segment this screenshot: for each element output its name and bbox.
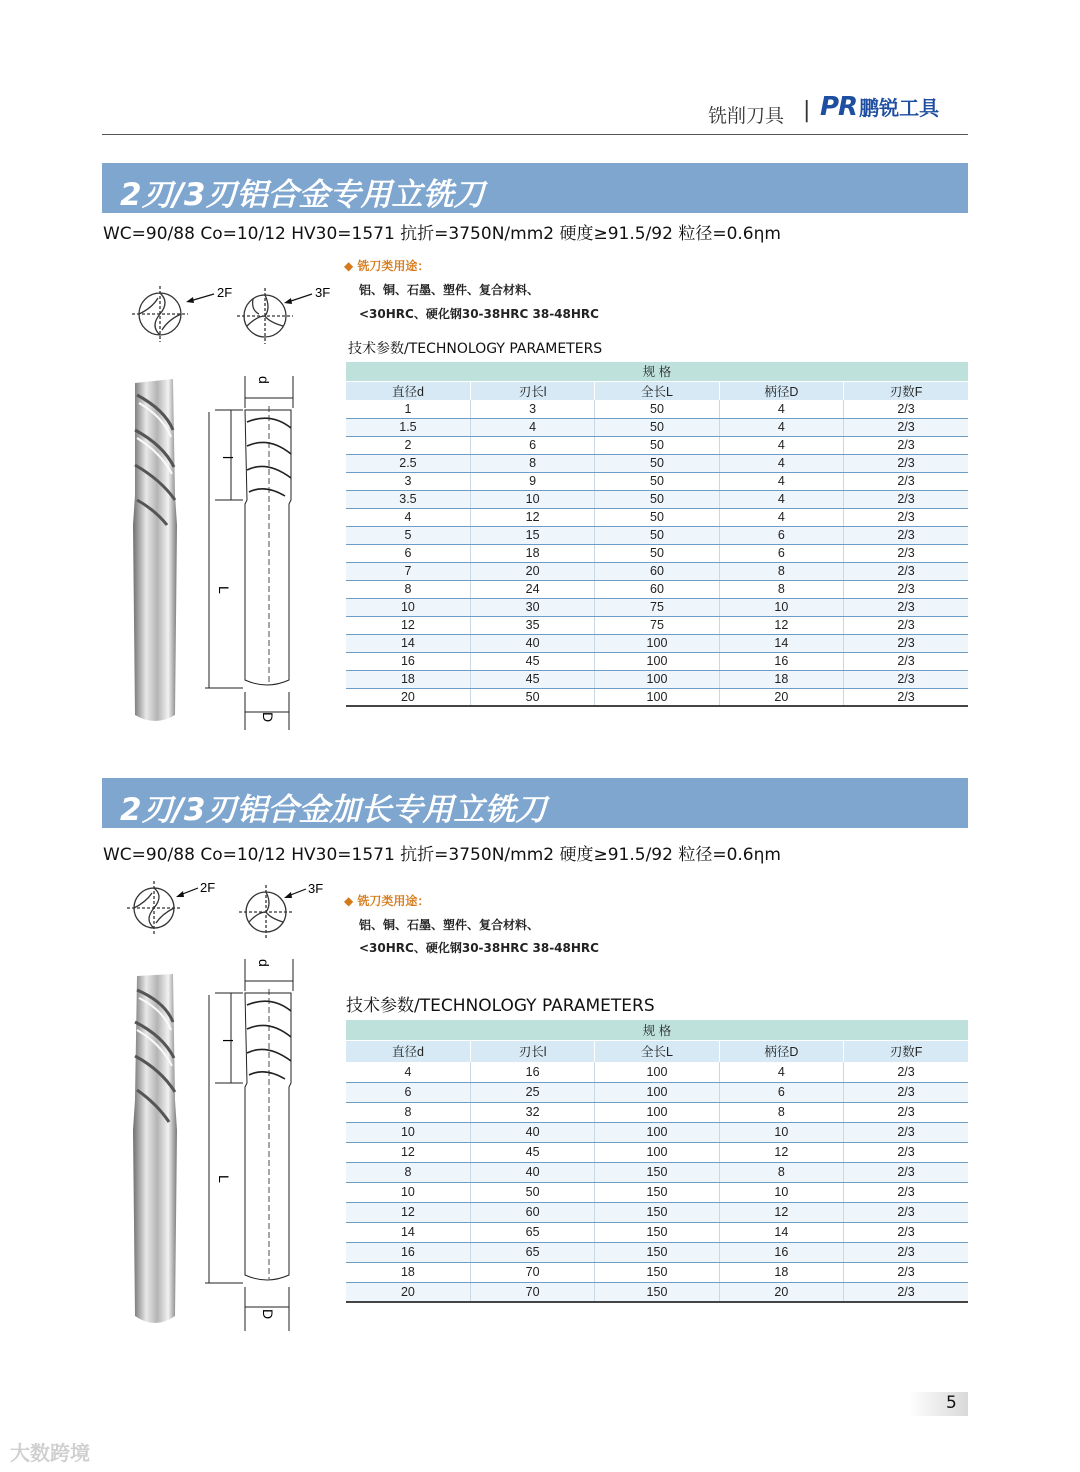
page-number-bar <box>908 1392 968 1416</box>
table-cell: 1.5 <box>346 418 470 436</box>
table-row <box>346 508 968 526</box>
table-cell: 100 <box>595 1082 719 1102</box>
spec-table <box>346 362 968 707</box>
table-cell: 6 <box>719 526 843 544</box>
table-cell: 16 <box>719 1242 843 1262</box>
table-cell: 150 <box>595 1242 719 1262</box>
tech-params-heading: 技术参数/TECHNOLOGY PARAMETERS <box>348 341 603 357</box>
table-cell: 4 <box>470 418 594 436</box>
table-cell: 60 <box>595 562 719 580</box>
table-cell: 2/3 <box>844 1242 968 1262</box>
table-cell: 2/3 <box>844 670 968 688</box>
table-row <box>346 1282 968 1302</box>
table-cell: 50 <box>595 508 719 526</box>
header-separator: | <box>803 98 811 123</box>
dimension-drawing <box>205 955 305 1335</box>
table-cell: 2/3 <box>844 1202 968 1222</box>
table-cell: 10 <box>719 1122 843 1142</box>
material-spec: WC=90/88 Co=10/12 HV30=1571 抗折=3750N/mm2 硬度≥91.5/92 粒径=0.6ηm <box>103 845 781 865</box>
table-cell: 2.5 <box>346 454 470 472</box>
end-mill-photo <box>125 970 185 1332</box>
table-cell: 4 <box>719 418 843 436</box>
table-cell: 12 <box>719 1202 843 1222</box>
table-cell: 2/3 <box>844 418 968 436</box>
table-cell: 2/3 <box>844 400 968 418</box>
table-cell: 4 <box>719 436 843 454</box>
table-cell: 30 <box>470 598 594 616</box>
table-cell: 25 <box>470 1082 594 1102</box>
header-category: 铣削刀具 <box>708 105 785 127</box>
table-cell: 12 <box>719 616 843 634</box>
table-row <box>346 454 968 472</box>
table-cell: 3 <box>346 472 470 490</box>
table-cell: 2/3 <box>844 688 968 706</box>
watermark: 大数跨境 <box>10 1441 90 1465</box>
table-cell: 7 <box>346 562 470 580</box>
table-cell: 65 <box>470 1222 594 1242</box>
header-divider <box>102 134 968 135</box>
table-row <box>346 1122 968 1142</box>
table-cell: 12 <box>719 1142 843 1162</box>
table-cell: 70 <box>470 1262 594 1282</box>
table-cell: 2/3 <box>844 454 968 472</box>
table-row <box>346 1222 968 1242</box>
table-cell: 2/3 <box>844 598 968 616</box>
table-cell: 4 <box>346 1062 470 1082</box>
table-cell: 14 <box>719 1222 843 1242</box>
label-3f: 3F <box>315 285 331 300</box>
usage-line: <30HRC、硬化钢30-38HRC 38-48HRC <box>359 941 599 955</box>
table-cell: 2/3 <box>844 634 968 652</box>
table-cell: 100 <box>595 688 719 706</box>
table-row <box>346 1262 968 1282</box>
table-cell: 6 <box>346 544 470 562</box>
table-row <box>346 688 968 706</box>
dim-label-L: L <box>216 586 232 594</box>
col-header: 柄径D <box>719 381 843 400</box>
table-cell: 14 <box>346 634 470 652</box>
table-row <box>346 652 968 670</box>
table-cell: 15 <box>470 526 594 544</box>
table-cell: 50 <box>470 1182 594 1202</box>
table-cell: 2/3 <box>844 526 968 544</box>
table-cell: 12 <box>346 1142 470 1162</box>
table-cell: 50 <box>595 526 719 544</box>
table-cell: 2/3 <box>844 1162 968 1182</box>
flute-cross-section-diagram <box>126 876 341 942</box>
table-cell: 20 <box>346 1282 470 1302</box>
table-row <box>346 526 968 544</box>
table-row <box>346 598 968 616</box>
table-cell: 2/3 <box>844 1282 968 1302</box>
table-row <box>346 1102 968 1122</box>
table-cell: 150 <box>595 1282 719 1302</box>
table-cell: 20 <box>346 688 470 706</box>
table-cell: 8 <box>719 1162 843 1182</box>
table-cell: 2/3 <box>844 1142 968 1162</box>
table-row <box>346 580 968 598</box>
table-cell: 18 <box>470 544 594 562</box>
table-cell: 50 <box>595 436 719 454</box>
three-flute-cross-section-icon <box>237 288 293 344</box>
table-cell: 10 <box>346 598 470 616</box>
table-cell: 8 <box>719 580 843 598</box>
col-header: 直径d <box>346 381 470 400</box>
table-cell: 4 <box>719 508 843 526</box>
table-row <box>346 400 968 418</box>
table-cell: 2 <box>346 436 470 454</box>
table-cell: 50 <box>595 472 719 490</box>
table-cell: 6 <box>346 1082 470 1102</box>
table-row <box>346 1202 968 1222</box>
table-cell: 12 <box>470 508 594 526</box>
table-cell: 8 <box>719 1102 843 1122</box>
col-header: 直径d <box>346 1040 470 1062</box>
table-cell: 3 <box>470 400 594 418</box>
table-cell: 150 <box>595 1162 719 1182</box>
dim-label-D: D <box>260 1309 276 1320</box>
table-cell: 100 <box>595 670 719 688</box>
table-cell: 3.5 <box>346 490 470 508</box>
section-title-bar <box>102 778 968 828</box>
table-cell: 20 <box>719 688 843 706</box>
table-cell: 18 <box>346 1262 470 1282</box>
table-cell: 6 <box>719 544 843 562</box>
table-cell: 32 <box>470 1102 594 1122</box>
table-band-label: 规 格 <box>346 362 968 381</box>
table-cell: 40 <box>470 1122 594 1142</box>
table-cell: 100 <box>595 1142 719 1162</box>
table-cell: 50 <box>595 400 719 418</box>
table-cell: 70 <box>470 1282 594 1302</box>
table-cell: 9 <box>470 472 594 490</box>
table-cell: 2/3 <box>844 1262 968 1282</box>
table-row <box>346 490 968 508</box>
table-cell: 75 <box>595 616 719 634</box>
table-cell: 2/3 <box>844 1222 968 1242</box>
table-cell: 10 <box>470 490 594 508</box>
table-cell: 2/3 <box>844 1122 968 1142</box>
two-flute-cross-section-icon <box>132 286 188 342</box>
table-cell: 50 <box>595 544 719 562</box>
table-cell: 45 <box>470 1142 594 1162</box>
col-header: 刃数F <box>844 1040 968 1062</box>
table-cell: 6 <box>470 436 594 454</box>
table-cell: 14 <box>719 634 843 652</box>
table-cell: 2/3 <box>844 1102 968 1122</box>
table-row <box>346 1142 968 1162</box>
table-cell: 2/3 <box>844 1082 968 1102</box>
table-cell: 24 <box>470 580 594 598</box>
table-cell: 100 <box>595 1062 719 1082</box>
table-cell: 150 <box>595 1202 719 1222</box>
label-2f: 2F <box>217 285 233 300</box>
table-cell: 18 <box>719 1262 843 1282</box>
table-cell: 150 <box>595 1182 719 1202</box>
table-cell: 16 <box>719 652 843 670</box>
col-header: 全长L <box>595 381 719 400</box>
table-cell: 8 <box>719 562 843 580</box>
table-cell: 100 <box>595 1122 719 1142</box>
table-cell: 2/3 <box>844 562 968 580</box>
section-title: 2刃/3刃铝合金专用立铣刀 <box>120 177 485 213</box>
table-cell: 10 <box>346 1182 470 1202</box>
table-cell: 50 <box>470 688 594 706</box>
usage-line: <30HRC、硬化钢30-38HRC 38-48HRC <box>359 307 599 321</box>
table-cell: 18 <box>719 670 843 688</box>
section-title: 2刃/3刃铝合金加长专用立铣刀 <box>120 792 547 828</box>
table-cell: 2/3 <box>844 580 968 598</box>
table-row <box>346 472 968 490</box>
table-cell: 8 <box>346 1102 470 1122</box>
dim-label-l: l <box>220 1039 236 1043</box>
table-row <box>346 1162 968 1182</box>
table-band-label: 规 格 <box>346 1020 968 1040</box>
table-row <box>346 634 968 652</box>
end-mill-photo <box>125 375 185 730</box>
table-cell: 2/3 <box>844 616 968 634</box>
table-cell: 45 <box>470 652 594 670</box>
table-cell: 14 <box>346 1222 470 1242</box>
table-cell: 20 <box>470 562 594 580</box>
table-row <box>346 418 968 436</box>
label-3f: 3F <box>308 881 324 896</box>
col-header: 柄径D <box>719 1040 843 1062</box>
table-cell: 4 <box>719 472 843 490</box>
table-cell: 4 <box>719 490 843 508</box>
table-cell: 150 <box>595 1262 719 1282</box>
table-row <box>346 562 968 580</box>
col-header: 全长L <box>595 1040 719 1062</box>
table-cell: 8 <box>470 454 594 472</box>
table-cell: 75 <box>595 598 719 616</box>
table-cell: 65 <box>470 1242 594 1262</box>
table-cell: 1 <box>346 400 470 418</box>
dim-label-d: d <box>256 376 272 384</box>
table-cell: 18 <box>346 670 470 688</box>
table-cell: 4 <box>719 454 843 472</box>
usage-heading: ◆ 铣刀类用途： <box>344 259 430 273</box>
table-row <box>346 1242 968 1262</box>
table-cell: 12 <box>346 616 470 634</box>
table-cell: 4 <box>719 400 843 418</box>
table-cell: 2/3 <box>844 544 968 562</box>
dim-label-L: L <box>216 1175 232 1183</box>
table-row <box>346 544 968 562</box>
table-row <box>346 1082 968 1102</box>
brand-name: 鹏锐工具 <box>859 96 940 120</box>
dim-label-l: l <box>220 456 236 460</box>
table-cell: 2/3 <box>844 490 968 508</box>
table-cell: 60 <box>470 1202 594 1222</box>
table-cell: 20 <box>719 1282 843 1302</box>
logo-mark: PR <box>820 92 858 122</box>
table-cell: 50 <box>595 418 719 436</box>
dimension-drawing <box>205 372 305 732</box>
table-cell: 8 <box>346 1162 470 1182</box>
tech-params-heading: 技术参数/TECHNOLOGY PARAMETERS <box>346 996 655 1016</box>
table-cell: 2/3 <box>844 472 968 490</box>
table-cell: 5 <box>346 526 470 544</box>
col-header: 刃数F <box>844 381 968 400</box>
table-cell: 100 <box>595 1102 719 1122</box>
table-row <box>346 616 968 634</box>
table-cell: 10 <box>719 598 843 616</box>
table-cell: 16 <box>346 652 470 670</box>
table-cell: 2/3 <box>844 652 968 670</box>
table-cell: 2/3 <box>844 1182 968 1202</box>
dim-label-d: d <box>256 959 272 967</box>
table-cell: 60 <box>595 580 719 598</box>
table-cell: 45 <box>470 670 594 688</box>
table-cell: 6 <box>719 1082 843 1102</box>
section-title-bar <box>102 163 968 213</box>
table-row <box>346 1062 968 1082</box>
col-header: 刃长l <box>470 1040 594 1062</box>
three-flute-cross-section-icon <box>239 885 293 939</box>
table-cell: 4 <box>346 508 470 526</box>
table-cell: 100 <box>595 652 719 670</box>
table-cell: 16 <box>346 1242 470 1262</box>
dim-label-D: D <box>260 712 276 723</box>
table-cell: 2/3 <box>844 1062 968 1082</box>
table-cell: 35 <box>470 616 594 634</box>
table-cell: 40 <box>470 634 594 652</box>
table-cell: 40 <box>470 1162 594 1182</box>
material-spec: WC=90/88 Co=10/12 HV30=1571 抗折=3750N/mm2 硬度≥91.5/92 粒径=0.6ηm <box>103 224 781 244</box>
brand-logo <box>820 92 939 122</box>
table-cell: 16 <box>470 1062 594 1082</box>
usage-line: 铝、铜、石墨、塑件、复合材料、 <box>359 918 540 932</box>
table-cell: 12 <box>346 1202 470 1222</box>
flute-cross-section-diagram <box>128 280 343 350</box>
spec-table <box>346 1020 968 1303</box>
table-cell: 10 <box>346 1122 470 1142</box>
table-row <box>346 436 968 454</box>
table-cell: 50 <box>595 454 719 472</box>
table-cell: 150 <box>595 1222 719 1242</box>
table-cell: 50 <box>595 490 719 508</box>
table-row <box>346 670 968 688</box>
table-cell: 4 <box>719 1062 843 1082</box>
page-number: 5 <box>946 1393 957 1413</box>
two-flute-cross-section-icon <box>127 881 181 935</box>
table-row <box>346 1182 968 1202</box>
usage-heading: ◆ 铣刀类用途： <box>344 894 430 908</box>
table-cell: 10 <box>719 1182 843 1202</box>
table-cell: 8 <box>346 580 470 598</box>
table-cell: 2/3 <box>844 436 968 454</box>
table-cell: 100 <box>595 634 719 652</box>
col-header: 刃长l <box>470 381 594 400</box>
table-cell: 2/3 <box>844 508 968 526</box>
usage-line: 铝、铜、石墨、塑件、复合材料、 <box>359 283 540 297</box>
label-2f: 2F <box>200 880 216 895</box>
